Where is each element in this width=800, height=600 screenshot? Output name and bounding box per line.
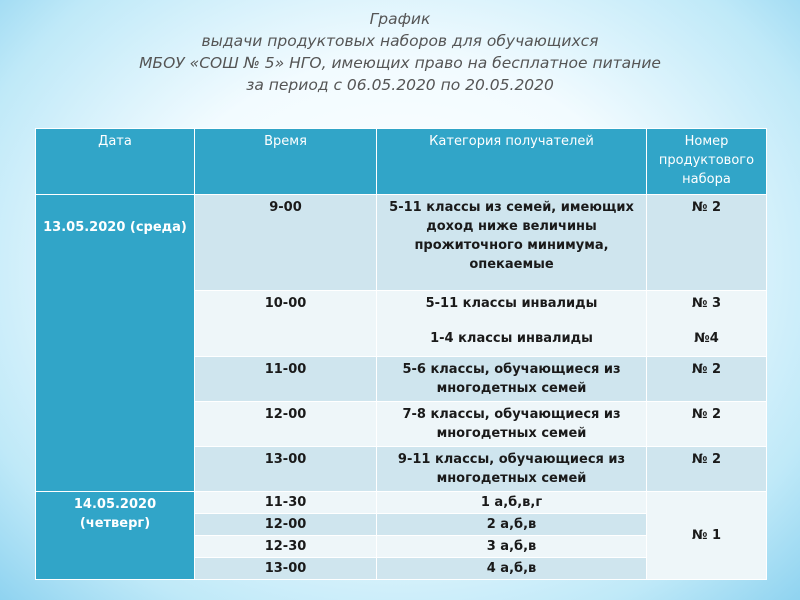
- header-time: Время: [195, 129, 377, 195]
- date-cell-day1: [36, 195, 195, 492]
- header-set-number-line1: Номер: [684, 134, 729, 149]
- time-cell: 11-00: [195, 357, 377, 402]
- category-cell: [377, 291, 647, 357]
- category-cell: 7-8 классы, обучающиеся из многодетных семей: [377, 402, 647, 447]
- date-cell-day2: [36, 492, 195, 580]
- number-line-a: № 3: [691, 296, 722, 311]
- time-cell: 12-30: [195, 536, 377, 558]
- table-header-row: [36, 129, 767, 195]
- category-cell: 1 а,б,в,г: [377, 492, 647, 514]
- title-line-4: за период с 06.05.2020 по 20.05.2020: [246, 76, 554, 94]
- time-cell: 12-00: [195, 402, 377, 447]
- number-cell: [647, 291, 767, 357]
- header-set-number-line3: набора: [682, 172, 731, 187]
- table-row: [36, 492, 767, 514]
- title-line-1: График: [369, 10, 431, 28]
- number-cell: № 2: [647, 402, 767, 447]
- time-cell: 12-00: [195, 514, 377, 536]
- category-line-b: 1-4 классы инвалиды: [430, 331, 593, 346]
- date-day2-line2: (четверг): [79, 516, 151, 531]
- table-row: [36, 195, 767, 291]
- number-cell-day2: № 1: [647, 492, 767, 580]
- category-cell: 4 а,б,в: [377, 558, 647, 580]
- header-set-number: [647, 129, 767, 195]
- category-cell: 5-6 классы, обучающиеся из многодетных семей: [377, 357, 647, 402]
- date-day1-text: 13.05.2020 (среда): [43, 220, 187, 235]
- category-cell: 5-11 классы из семей, имеющих доход ниже величины прожиточного минимума, опекаемые: [377, 195, 647, 291]
- header-category: Категория получателей: [377, 129, 647, 195]
- category-line-a: 5-11 классы инвалиды: [425, 296, 598, 311]
- date-day2-line1: 14.05.2020: [73, 497, 157, 512]
- time-cell: 13-00: [195, 447, 377, 492]
- title-line-2: выдачи продуктовых наборов для обучающихся: [201, 32, 599, 50]
- header-date: Дата: [36, 129, 195, 195]
- time-cell: 10-00: [195, 291, 377, 357]
- title-line-3: МБОУ «СОШ № 5» НГО, имеющих право на бесплатное питание: [139, 54, 661, 72]
- category-cell: 2 а,б,в: [377, 514, 647, 536]
- time-cell: 9-00: [195, 195, 377, 291]
- number-cell: № 2: [647, 447, 767, 492]
- time-cell: 11-30: [195, 492, 377, 514]
- category-cell: 3 а,б,в: [377, 536, 647, 558]
- number-cell: № 2: [647, 357, 767, 402]
- category-cell: 9-11 классы, обучающиеся из многодетных семей: [377, 447, 647, 492]
- page-title: [0, 8, 800, 96]
- number-line-b: №4: [694, 331, 719, 346]
- header-set-number-line2: продуктового: [658, 153, 755, 168]
- time-cell: 13-00: [195, 558, 377, 580]
- schedule-table: [35, 128, 767, 580]
- number-cell: № 2: [647, 195, 767, 291]
